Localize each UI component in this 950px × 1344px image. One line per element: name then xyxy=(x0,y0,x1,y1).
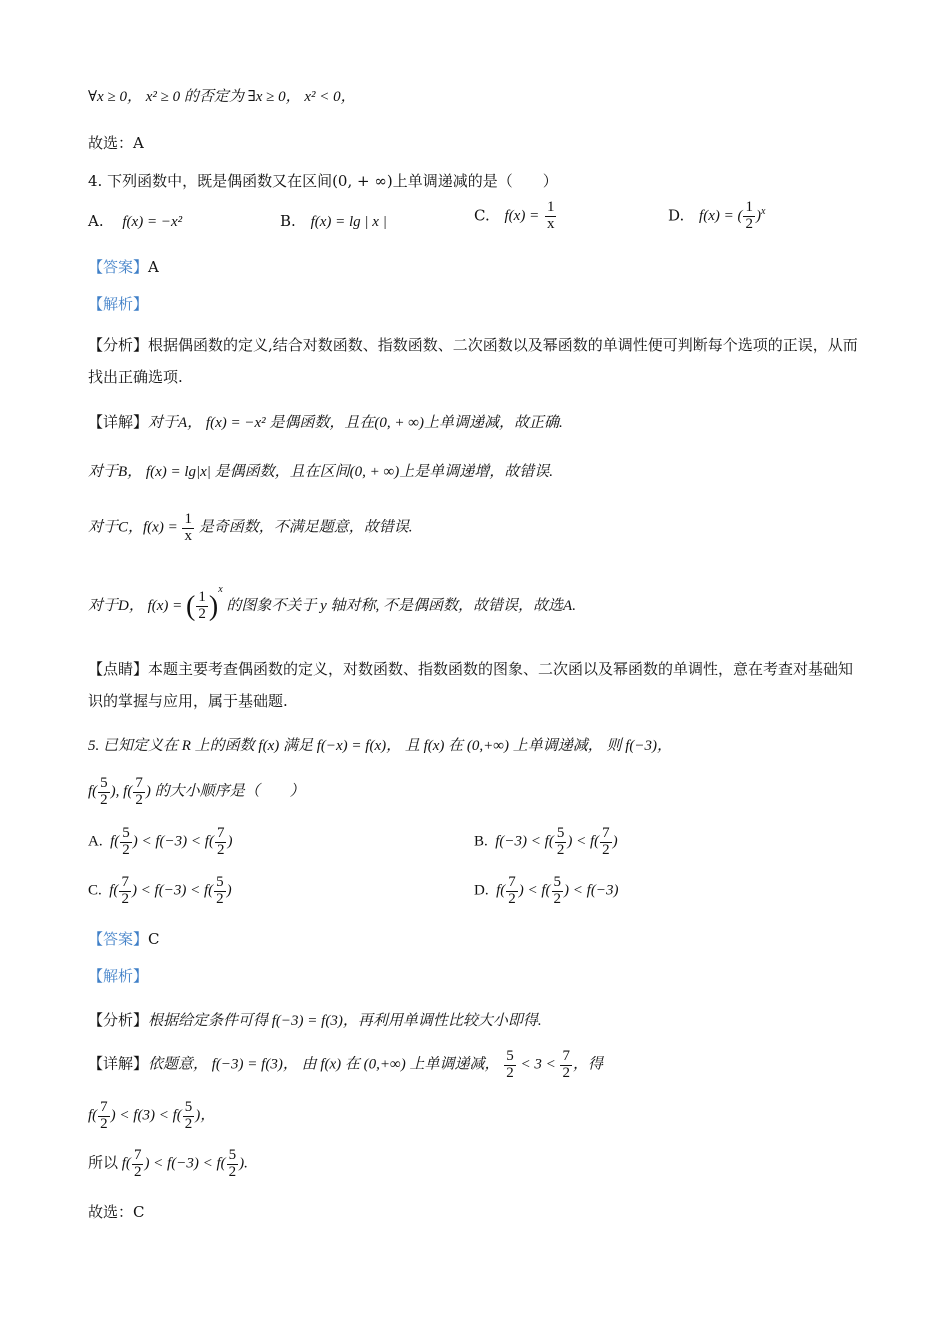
q4-xj-b: 对于B， f(x) = lg|x| 是偶函数，且在区间(0, + ∞)上是单调递增，故错误. xyxy=(88,464,553,480)
q5-option-a[interactable]: A. f( $\frac{5}{2}$ ) < f(−3) < f( $\frac{7}{2}$ ) xyxy=(88,825,233,858)
q5-xj-2: f( $\frac{7}{2}$ ) < f(3) < f( $\frac{5}{2}$ )， xyxy=(88,1099,216,1132)
q4-option-b[interactable]: B. f(x) = lg | x | xyxy=(280,212,387,230)
q5-fenxi: 【分析】根据给定条件可得 f(−3) = f(3)，再利用单调性比较大小即得. xyxy=(88,1011,542,1029)
q4-analysis-tag: 【解析】 xyxy=(88,295,149,313)
q5-option-c[interactable]: C. f( $\frac{7}{2}$ ) < f(−3) < f( $\frac{5}{2}$ ) xyxy=(88,874,232,907)
fraction: $\frac{1}{2}$ xyxy=(745,199,753,232)
negation-line: ∀x ≥ 0， x² ≥ 0 的否定为 ∃x ≥ 0， x² < 0， xyxy=(88,89,356,105)
q4-dianjing: 【点睛】本题主要考查偶函数的定义，对数函数、指数函数的图象、二次函以及幂函数的单调性，意在考查对基础知识的掌握与应用，属于基础题. xyxy=(88,660,854,710)
q4-answer: 【答案】A xyxy=(88,258,159,276)
q5-option-d[interactable]: D. f( $\frac{7}{2}$ ) < f( $\frac{5}{2}$ ) < f(−3) xyxy=(474,874,619,907)
q5-option-b[interactable]: B. f(−3) < f( $\frac{5}{2}$ ) < f( $\frac{7}{2}$ ) xyxy=(474,825,618,858)
prev-answer: 故选：A xyxy=(88,134,144,152)
fraction: $\frac{5}{2}$ xyxy=(100,775,108,808)
q4-option-d[interactable]: D. f(x) = ( $\frac{1}{2}$ )$^x$ xyxy=(668,199,766,232)
q4-xj-c: 对于C，f(x) = $\frac{1}{x}$ 是奇函数，不满足题意，故错误. xyxy=(88,511,413,544)
q4-xj-d: 对于D， f(x) = ( $\frac{1}{2}$ )$^x$ 的图象不关于 y 轴对称, 不是偶函数，故错误，故选A. xyxy=(88,584,576,623)
q5-conclusion: 故选：C xyxy=(88,1203,145,1221)
q4-xj-a: 【详解】对于A， f(x) = −x² 是偶函数，且在(0, + ∞)上单调递减，故正确. xyxy=(88,413,563,431)
q5-stem-1: 5. 已知定义在 R 上的函数 f(x) 满足 f(−x) = f(x)， 且 f(x) 在 (0,+∞) 上单调递减， 则 f(−3)， xyxy=(88,738,673,754)
q5-stem-2: f( $\frac{5}{2}$ ), f( $\frac{7}{2}$ ) 的大小顺序是（ ） xyxy=(88,775,305,808)
q4-fenxi: 【分析】根据偶函数的定义,结合对数函数、指数函数、二次函数以及幂函数的单调性便可判断每个选项的正误，从而找出正确选项. xyxy=(88,336,858,386)
fraction: $\frac{1}{x}$ xyxy=(184,511,192,544)
fraction: $\frac{1}{x}$ xyxy=(546,199,555,232)
q4-stem: 4. 下列函数中，既是偶函数又在区间(0, + ∞)上单调递减的是（ ） xyxy=(88,172,558,190)
q5-xj-3: 所以 f( $\frac{7}{2}$ ) < f(−3) < f( $\frac{5}{2}$ ). xyxy=(88,1147,248,1180)
q4-option-a[interactable]: A. f(x) = −x² xyxy=(88,212,183,230)
q4-option-c[interactable]: C. f(x) = $\frac{1}{x}$ xyxy=(474,199,555,232)
q5-answer: 【答案】C xyxy=(88,930,160,948)
q5-analysis-tag: 【解析】 xyxy=(88,967,149,985)
fraction: $\frac{1}{2}$ xyxy=(198,589,206,623)
fraction: $\frac{7}{2}$ xyxy=(135,775,143,808)
q5-xj-1: 【详解】依题意， f(−3) = f(3)， 由 f(x) 在 (0,+∞) 上单调递减， $\frac{5}{2}$ < 3 < $\frac{7}{2}$ ，得 xyxy=(88,1048,603,1081)
